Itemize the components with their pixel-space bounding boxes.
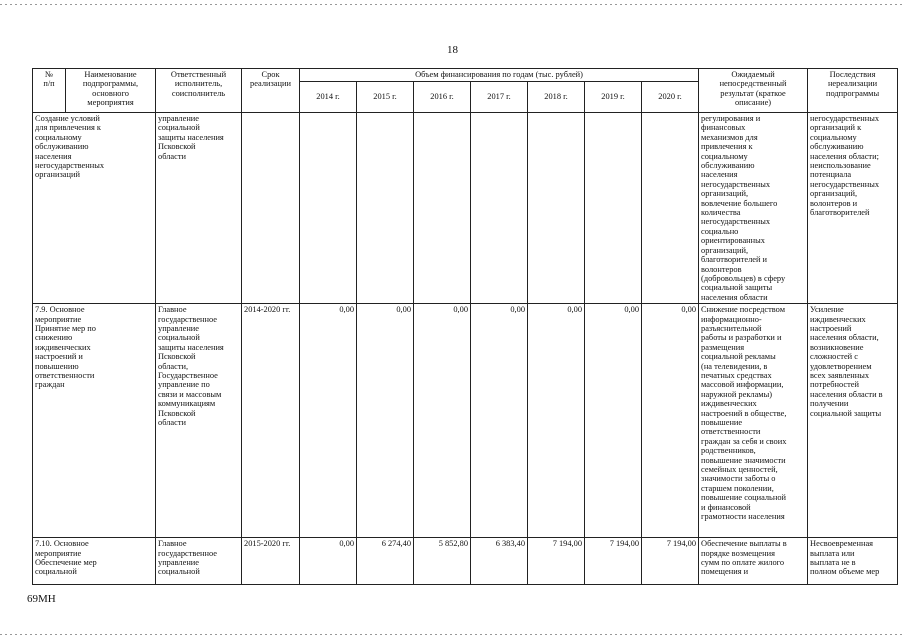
table-row [33,304,898,538]
col-financing-header: Объем финансирования по годам (тыс. рублей) [300,69,699,82]
result-cell: Снижение посредством информационно- разъяснительной работы и разработки и размещения социальной рекламы (на телевидении, в печатных средствах массовой информации, наружной рекламы) иждивенческих настроений в обществе, повышение ответственности граждан за себя и своих родственников, повышение значимости семейных ценностей, значимости заботы о старшем поколении, повышение социальной и финансовой грамотности населения [699,304,808,538]
measure-name [33,538,156,585]
year-header: 2019 г. [585,82,642,113]
value-cell [300,113,357,304]
measure-name: Создание условий для привлечения к социальному обслуживанию населения негосударственных организаций [33,113,156,304]
consequences-cell: Несвоевременная выплата или выплата не в полном объеме мер [808,538,898,585]
scan-edge-top [0,4,905,5]
measure-name [33,304,156,538]
term-cell: 2014-2020 гг. [242,304,300,538]
scan-edge-bottom [0,634,905,635]
col-consequences-header: Последствия нереализации подпрограммы [808,69,898,113]
year-header: 2017 г. [471,82,528,113]
executor-cell: управление социальной защиты населения Псковской области [156,113,242,304]
value-cell: 0,00 [642,304,699,538]
value-cell: 0,00 [300,538,357,585]
year-header: 2015 г. [357,82,414,113]
table-row [33,538,898,585]
measure-title: Основное мероприятие Принятие мер по снижению иждивенческих настроений и повышению ответственности граждан [35,305,96,390]
financing-table [32,68,898,585]
page-number: 18 [447,44,458,56]
col-executor-header: Ответственный исполнитель, соисполнитель [156,69,242,113]
year-header: 2020 г. [642,82,699,113]
measure-number: 7.9. [35,305,48,315]
value-cell: 0,00 [357,304,414,538]
result-cell: регулирования и финансовых механизмов для привлечения к социальному обслуживанию населения негосударственных организаций, вовлечение большего количества негосударственных социально ориентированных организаций, благотворителей и волонтеров (добровольцев) в сферу социальной защиты населения области [699,113,808,304]
value-cell: 5 852,80 [414,538,471,585]
value-cell: 7 194,00 [642,538,699,585]
value-cell [585,113,642,304]
value-cell: 7 194,00 [585,538,642,585]
value-cell [414,113,471,304]
executor-cell: Главное государственное управление социальной защиты населения Псковской области, Государственное управление по связи и массовым коммуникациям Псковской области [156,304,242,538]
col-name-header: Наименование подпрограммы, основного мероприятия [66,69,156,113]
value-cell: 7 194,00 [528,538,585,585]
table-row [33,113,898,304]
year-header: 2016 г. [414,82,471,113]
col-num-header: № п/п [33,69,66,113]
value-cell [642,113,699,304]
consequences-cell: Усиление иждивенческих настроений населения области, возникновение сложностей с удовлетворением всех заявленных потребностей населения области в получении социальной защиты [808,304,898,538]
value-cell: 0,00 [471,304,528,538]
value-cell [528,113,585,304]
term-cell [242,113,300,304]
value-cell: 6 383,40 [471,538,528,585]
header-row [33,69,898,82]
value-cell: 0,00 [528,304,585,538]
document-code: 69МН [27,593,56,605]
value-cell [471,113,528,304]
year-header: 2018 г. [528,82,585,113]
col-term-header: Срок реализации [242,69,300,113]
value-cell: 0,00 [300,304,357,538]
value-cell: 6 274,40 [357,538,414,585]
value-cell: 0,00 [414,304,471,538]
year-header: 2014 г. [300,82,357,113]
measure-number: 7.10. [35,539,52,549]
term-cell: 2015-2020 гг. [242,538,300,585]
value-cell: 0,00 [585,304,642,538]
result-cell: Обеспечение выплаты в порядке возмещения сумм по оплате жилого помещения и [699,538,808,585]
value-cell [357,113,414,304]
executor-cell: Главное государственное управление социальной [156,538,242,585]
consequences-cell: негосударственных организаций к социальному обслуживанию населения области; неиспользование потенциала негосударственных организаций, волонтеров и благотворителей [808,113,898,304]
col-result-header: Ожидаемый непосредственный результат (краткое описание) [699,69,808,113]
measure-title: Основное мероприятие Обеспечение мер социальной [35,539,97,577]
